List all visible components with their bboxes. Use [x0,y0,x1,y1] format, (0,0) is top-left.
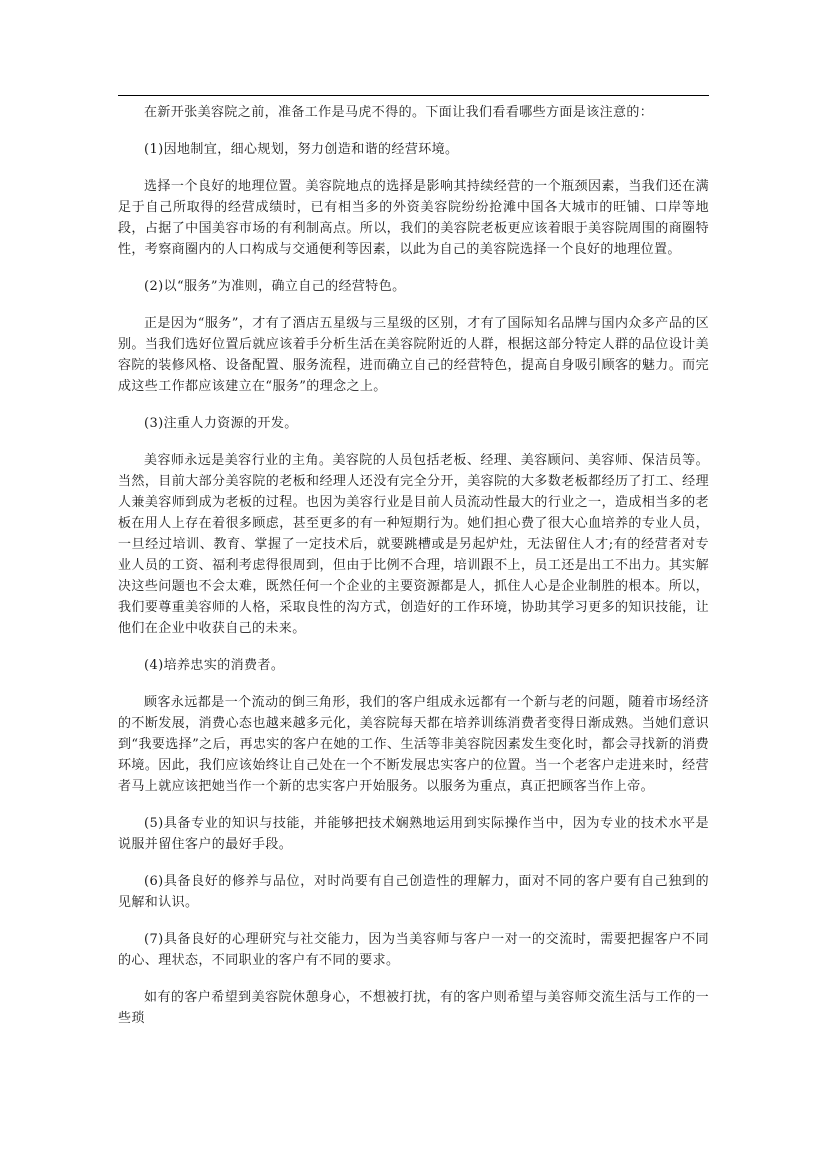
section-heading-2: (2)以“服务”为准则，确立自己的经营特色。 [144,279,406,294]
numbered-point-6: (6)具备良好的修养与品位，对时尚要有自己创造性的理解力，面对不同的客户要有自己独到的见解和认识。 [118,874,709,910]
intro-paragraph: 在新开张美容院之前，准备工作是马虎不得的。下面让我们看看哪些方面是该注意的： [144,105,654,120]
closing-paragraph: 如有的客户希望到美容院休憩身心，不想被打扰，有的客户则希望与美容师交流生活与工作的一些琐 [118,990,709,1026]
section-body-1: 选择一个良好的地理位置。美容院地点的选择是影响其持续经营的一个瓶颈因素，当我们还在满足于自己所取得的经营成绩时，已有相当多的外资美容院纷纷抢滩中国各大城市的旺铺、口岸等地段，占据了中国美容市场的有利制高点。所以，我们的美容院老板更应该着眼于美容院周围的商圈特性，考察商圈内的人口构成与交通便利等因素，以此为自己的美容院选择一个良好的地理位置。 [118,179,709,257]
section-body-3: 美容师永远是美容行业的主角。美容院的人员包括老板、经理、美容顾问、美容师、保洁员等。当然，目前大部分美容院的老板和经理人还没有完全分开，美容院的大多数老板都经历了打工、经理人兼美容师到成为老板的过程。也因为美容行业是目前人员流动性最大的行业之一，造成相当多的老板在用人上存在着很多顾虑，甚至更多的有一种短期行为。她们担心费了很大心血培养的专业人员，一旦经过培训、教育、掌握了一定技术后，就要跳槽或是另起炉灶，无法留住人才;有的经营者对专业人员的工资、福利考虑得很周到，但由于比例不合理，培训跟不上，员工还是出工不出力。其实解决这些问题也不会太难，既然任何一个企业的主要资源都是人，抓住人心是企业制胜的根本。所以，我们要尊重美容师的人格，采取良性的沟方式，创造好的工作环境，协助其学习更多的知识技能，让他们在企业中收获自己的未来。 [118,453,709,636]
section-heading-1: (1)因地制宜，细心规划，努力创造和谐的经营环境。 [144,142,459,157]
section-heading-3: (3)注重人力资源的开发。 [144,416,298,431]
section-body-2: 正是因为“服务”，才有了酒店五星级与三星级的区别，才有了国际知名品牌与国内众多产品的区别。当我们选好位置后就应该着手分析生活在美容院附近的人群，根据这部分特定人群的品位设计美容院的装修风格、设备配置、服务流程，进而确立自己的经营特色，提高自身吸引顾客的魅力。而完成这些工作都应该建立在“服务”的理念之上。 [118,316,709,394]
header-rule [118,95,709,96]
document-body [118,102,709,1045]
numbered-point-7: (7)具备良好的心理研究与社交能力，因为当美容师与客户一对一的交流时，需要把握客户不同的心、理状态，不同职业的客户有不同的要求。 [118,932,709,968]
numbered-point-5: (5)具备专业的知识与技能，并能够把技术娴熟地运用到实际操作当中，因为专业的技术水平是说服并留住客户的最好手段。 [118,816,709,852]
section-body-4: 顾客永远都是一个流动的倒三角形，我们的客户组成永远都有一个新与老的问题，随着市场经济的不断发展，消费心态也越来越多元化，美容院每天都在培养训练消费者变得日渐成熟。当她们意识到“我要选择”之后，再忠实的客户在她的工作、生活等非美容院因素发生变化时，都会寻找新的消费环境。因此，我们应该始终让自己处在一个不断发展忠实客户的位置。当一个老客户走进来时，经营者马上就应该把她当作一个新的忠实客户开始服务。以服务为重点，真正把顾客当作上帝。 [118,695,709,794]
section-heading-4: (4)培养忠实的消费者。 [144,658,285,673]
